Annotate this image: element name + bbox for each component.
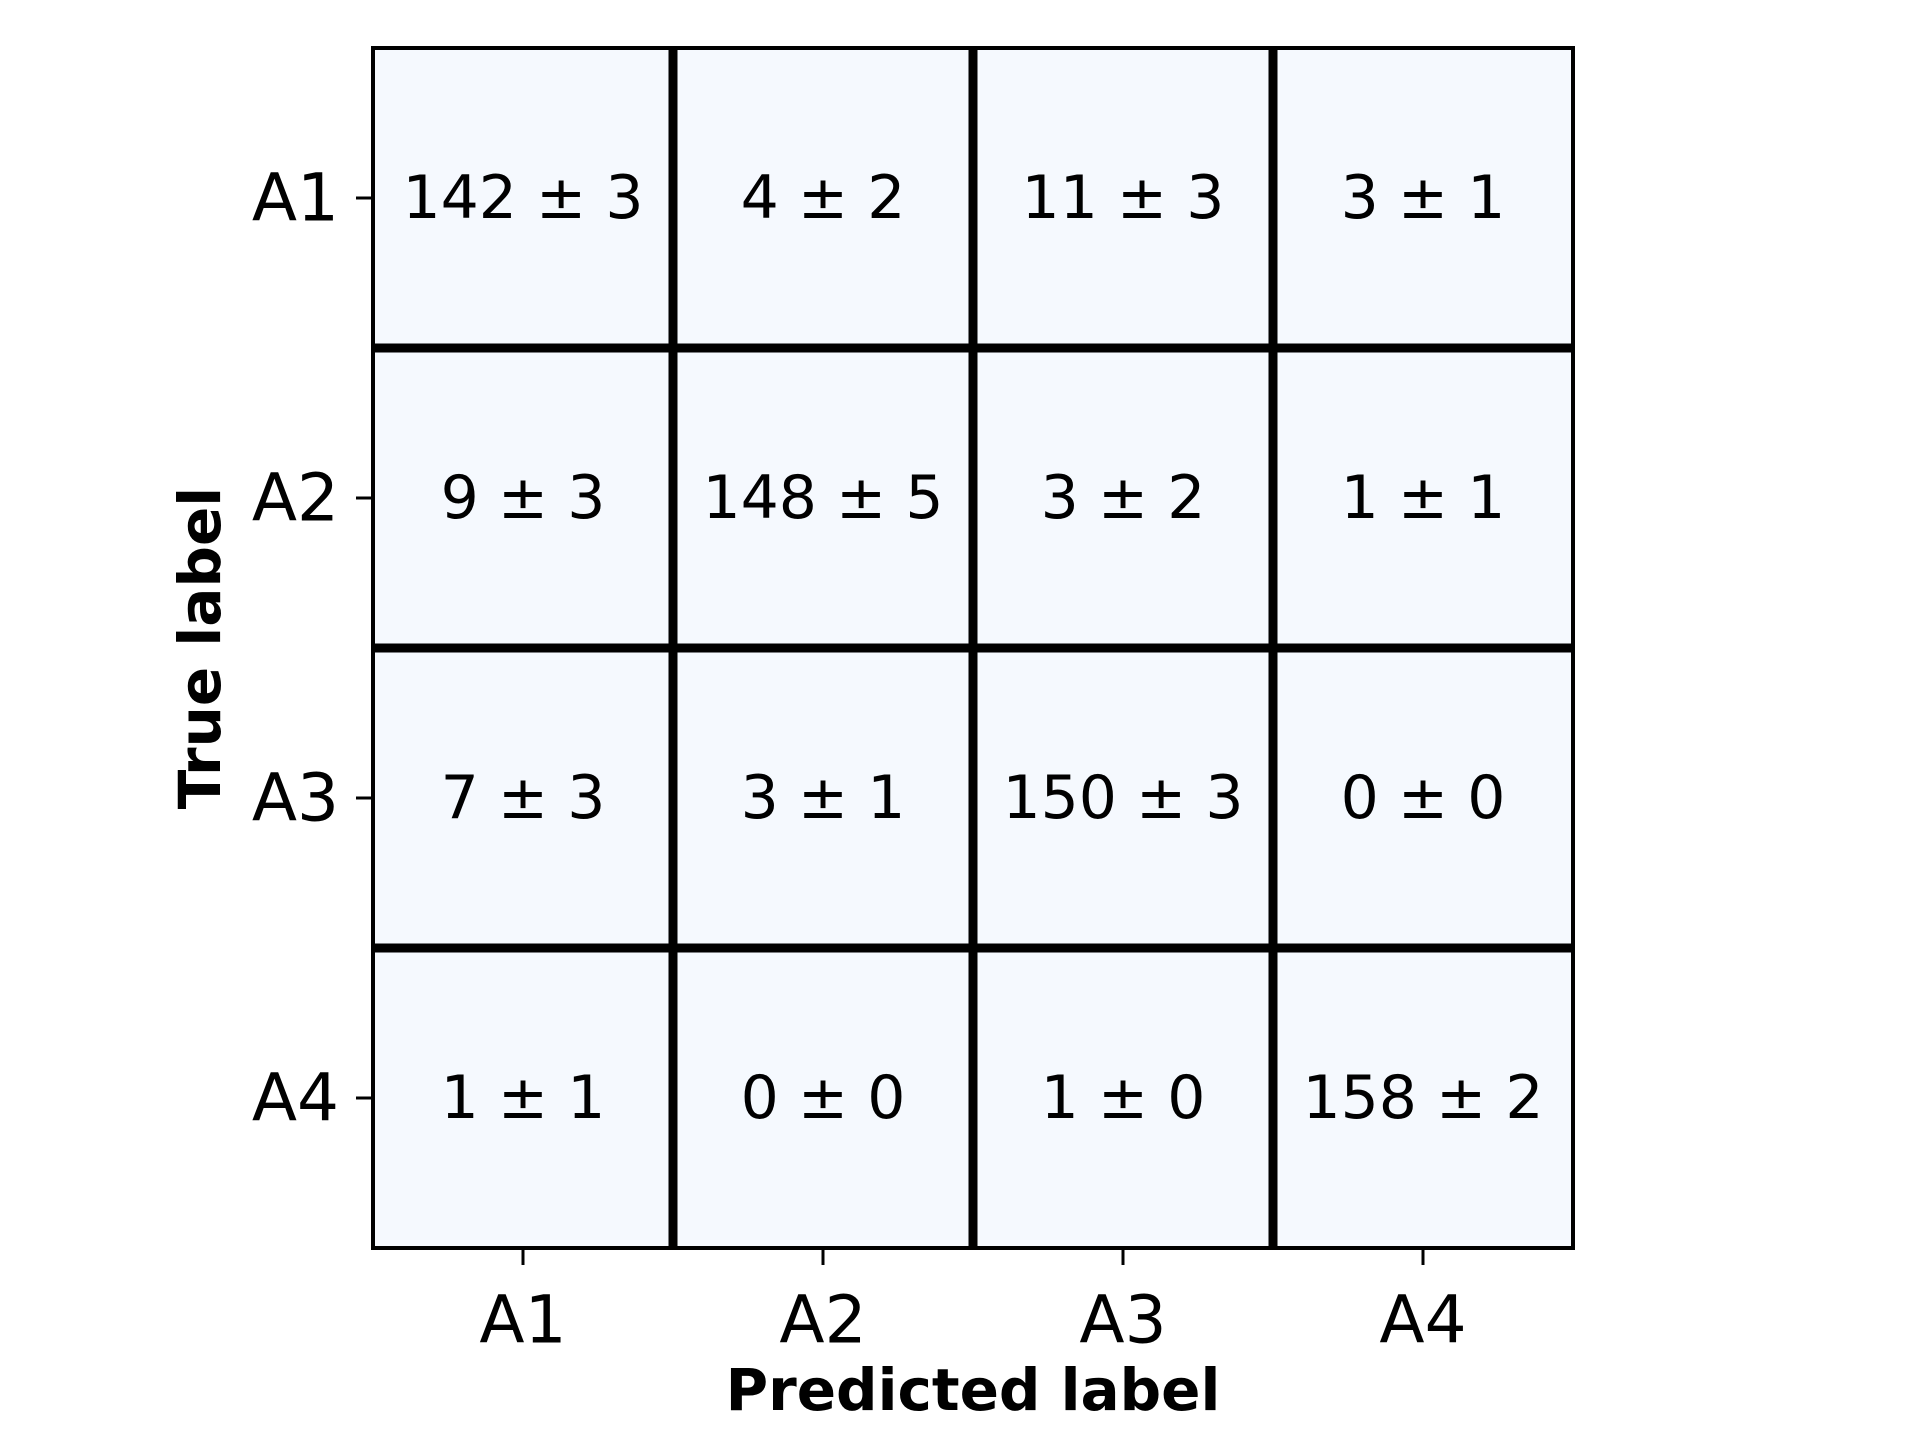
cell-value-label: 1 ± 1: [440, 1063, 606, 1133]
y-tick-label: A3: [251, 759, 339, 837]
x-axis-title: Predicted label: [725, 1356, 1221, 1424]
cell-value-label: 142 ± 3: [402, 163, 644, 233]
cell-value-label: 158 ± 2: [1302, 1063, 1544, 1133]
y-tick-label: A1: [251, 159, 339, 237]
cell-value-label: 1 ± 1: [1340, 463, 1506, 533]
cell-value-label: 4 ± 2: [740, 163, 906, 233]
cell-value-label: 0 ± 0: [740, 1063, 906, 1133]
cell-value-label: 1 ± 0: [1040, 1063, 1206, 1133]
x-tick-label: A1: [479, 1281, 567, 1359]
y-tick-label: A2: [251, 459, 339, 537]
x-tick-label: A2: [779, 1281, 867, 1359]
cell-value-label: 3 ± 1: [1340, 163, 1506, 233]
cell-value-label: 9 ± 3: [440, 463, 606, 533]
y-tick-label: A4: [251, 1059, 339, 1137]
x-tick-label: A4: [1379, 1281, 1467, 1359]
cell-value-label: 11 ± 3: [1021, 163, 1225, 233]
cell-value-label: 3 ± 2: [1040, 463, 1206, 533]
cell-value-label: 0 ± 0: [1340, 763, 1506, 833]
cell-value-label: 150 ± 3: [1002, 763, 1244, 833]
cell-value-label: 3 ± 1: [740, 763, 906, 833]
cell-value-label: 148 ± 5: [702, 463, 944, 533]
y-axis-ticks: [252, 160, 373, 1137]
x-axis-ticks: [479, 1248, 1466, 1359]
y-axis-title: True label: [166, 486, 234, 810]
cell-value-label: 7 ± 3: [440, 763, 606, 833]
x-tick-label: A3: [1079, 1281, 1167, 1359]
